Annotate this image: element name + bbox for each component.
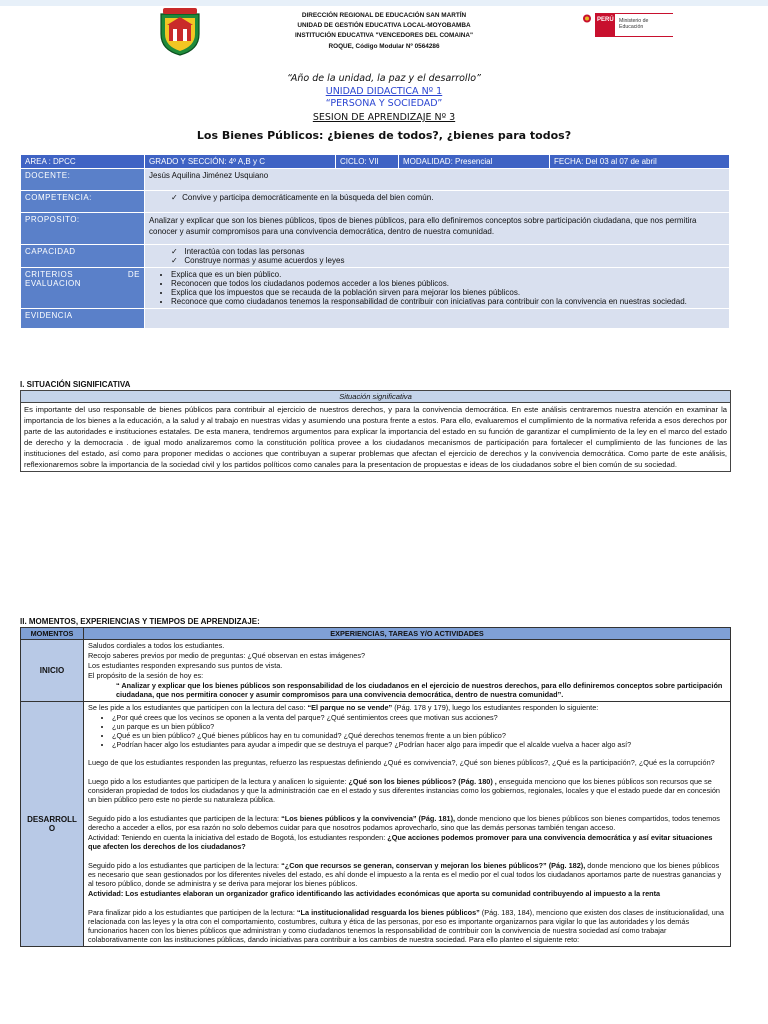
situacion-section-title: I. SITUACIÓN SIGNIFICATIVA: [20, 380, 131, 389]
momentos-table: [20, 627, 731, 947]
competencia-value: [145, 191, 730, 213]
check-icon: ✓: [171, 193, 178, 202]
proposito-label: PROPOSITO:: [21, 213, 145, 245]
desarrollo-p6: Para finalizar pido a los estudiantes que participen de la lectura: “La institucionalidad resguarda los bienes públicos” (Pág. 183, 184), menciono que existen dos clases de institucionalidad, una relacionada con las leyes y la otra con el comportamiento, costumbres, cultura y ética de las personas, por eso es importante organizarnos para vigilar lo que las autoridades y los demás funcionarios hacen con los bienes públicos que administran y como ciudadanos tenemos la responsabilidad de contribuir con la convivencia de nuestra sociedad así como trabajar colaborativamente con las instituciones públicas, dando iniciativas para contribuir a los cambios de nuestra sociedad. Para ello planteo el siguiente reto:: [88, 908, 724, 944]
unit-name: “PERSONA Y SOCIEDAD”: [325, 98, 443, 109]
evidencia-label: EVIDENCIA: [21, 309, 145, 329]
criterio-item: • Reconoce que como ciudadanos tenemos la responsabilidad de contribuir con iniciativas para contribuir con la convivencia en nuestras sociedad.: [171, 297, 725, 306]
momentos-col-header: MOMENTOS: [21, 628, 84, 640]
session-info-table: [20, 154, 730, 329]
area-cell: AREA : DPCC: [21, 155, 145, 169]
ministry-label: Ministerio de Educación: [619, 18, 649, 30]
capacidad-label: CAPACIDAD: [21, 245, 145, 268]
docente-value: Jesús Aquilina Jiménez Usquiano: [145, 169, 730, 191]
capacidad-item: ✓ Interactúa con todas las personas: [171, 247, 305, 256]
modalidad-cell: MODALIDAD: Presencial: [399, 155, 550, 169]
desarrollo-p2: Luego de que los estudiantes responden las preguntas, refuerzo las respuestas definiendo ¿Qué es convivencia?, ¿Qué son bienes públicos?, ¿Qué es la participación?, ¿Qué es la corrupción?: [88, 758, 715, 767]
inicio-content: Saludos cordiales a todos los estudiantes. Recojo saberes previos por medio de preguntas: ¿Qué observan en estas imágenes? Los estudiantes responden expresando sus puntos de vista. El propósito de la sesión de hoy es: “ Analizar y explicar que los bienes públicos son responsabilidad de los ciudadanos en el ejercicio de nuestros derechos, para ello definiremos conceptos sobre participación ciudadana, que nos permitira conocer y asumir compromisos para una convivencia democrática, dentro de nuestra comunidad”.: [84, 640, 731, 702]
situacion-table: [20, 390, 731, 472]
criterio-item: • Explica que los impuestos que se recauda de la población sirven para mejorar los bienes públicos.: [171, 288, 725, 297]
desarrollo-p1: Se les pide a los estudiantes que participen con la lectura del caso: “El parque no se vende” (Pág. 178 y 179), luego los estudiantes responden lo siguiente:: [88, 703, 599, 712]
experiencias-col-header: EXPERIENCIAS, TAREAS Y/O ACTIVIDADES: [84, 628, 731, 640]
header-line-3: INSTITUCIÓN EDUCATIVA "VENCEDORES DEL COMAINA": [294, 32, 474, 39]
situacion-text: Es importante del uso responsable de bienes públicos para contribuir al ejercicio de nuestros derechos, y para la convivencia democrática. En este análisis centraremos nuestra atención en examinar la importancia de los bienes a la educación, a la salud y al trabajo en nuestras vidas y asumiendo una postura frente a estos. Para ello, evaluaremos el cumplimiento de la normativa referida a esos derechos por parte de las autoridades e instituciones estatales. De esta manera, tendremos argumentos para explicar la importancia del estado en su función de garantizar el cumplimiento de la ley en el marco del estado de derecho y la democracia . de igual modo analizaremos como la constitución política provee a los ciudadanos mecanismos de participación para fortalecer el cumplimiento de las funciones de las instituciones del estado, así como para proponer medidas o acciones que contribuyan a superar problemas que afectan el ejercicio de derechos y la convivencia democrática. Como parte de este análisis, reflexionaremos sobre la importancia de la sociedad civil y los partidos políticos como canales para la presentacion de propuestas e ideas de los ciudadanos sobre el bien común de su sociedad.: [21, 403, 731, 472]
peru-label: PERÚ: [597, 17, 614, 23]
session-title: Los Bienes Públicos: ¿bienes de todos?, ¿bienes para todos?: [196, 129, 572, 142]
header-line-4: ROQUE, Código Modular Nº 0564286: [328, 43, 440, 50]
year-motto: “Año de la unidad, la paz y el desarrollo”: [287, 73, 481, 84]
inicio-label: INICIO: [21, 640, 84, 702]
criterios-label: CRITERIOS DE EVALUACION: [21, 268, 145, 309]
coat-of-arms-icon: [581, 13, 593, 24]
competencia-text: Convive y participa democráticamente en la búsqueda del bien común.: [182, 193, 434, 202]
desarrollo-content: Se les pide a los estudiantes que participen con la lectura del caso: “El parque no se vende” (Pág. 178 y 179), luego los estudiantes responden lo siguiente: • ¿Por qué crees que los vecinos se oponen a la venta del parque? ¿Qué sentimientos crees que motivan sus acciones? • ¿un parque es un bien público? • ¿Qué es un bien público? ¿Qué bienes públicos hay en tu comunidad? ¿Qué derechos tenemos frente a un bien público? • ¿Podrían hacer algo los estudiantes para ayudar a impedir que se destruya el parque? ¿Podrían hacer algo para impedir que el alcalde vuelva a hacer algo así? Luego de que los estudiantes responden las preguntas, refuerzo las respuestas definiendo ¿Qué es convivencia?, ¿Qué son bienes públicos?, ¿Qué es la participación?, ¿Qué es la corrupción? Luego pido a los estudiantes que participen de la lectura y analicen lo siguiente: ¿Qué son los bienes públicos? (Pág. 180) , enseguida menciono que los bienes públicos son recursos que se consideran propiedad de todos los ciudadanos y que la administración cae en el estado y sus diferentes instancias como los gobiernos, regionales, locales y que el estado puede dar en concesión un bien público pero este no pierde su naturaleza pública. Seguido pido a los estudiantes que participen de la lectura: “Los bienes públicos y la convivencia” (Pág. 181), donde menciono que los bienes públicos son bienes compartidos, todos tenemos derecho a acceder a ellos, por esa razón no solo debemos cuidar para que nosotros podamos aprovecharlo, sino que las demás personas también tengan acceso. Actividad: Teniendo en cuenta la iniciativa del estado de Bogotá, los estudiantes responden: ¿Que acciones podemos promover para una convivencia democrática y así evitar situaciones que afecten los derechos de los ciudadanos? Seguido pido a los estudiantes que participen de la lectura: “¿Con que recursos se generan, conservan y mejoran los bienes públicos?” (Pág. 182), donde menciono que los bienes públicos es necesario que sean gestionados por los diferentes niveles del estado, es ahí donde el impuesto a la renta es el medio por el cual todos los ciudadanos aportamos parte de nuestras ganancias y al tesoro público, donde se administra y se deriva para mejorar los bienes públicos. Actividad: Los estudiantes elaboran un organizador grafico identificando las actividades económicas que aporta su comunidad contribuyendo al impuesto a la renta Para finalizar pido a los estudiantes que participen de la lectura: “La institucionalidad resguarda los bienes públicos” (Pág. 183, 184), menciono que existen dos clases de institucionalidad, una relacionada con las leyes y la otra con el comportamiento, costumbres, cultura y ética de las personas, por eso es importante organizarnos para vigilar lo que las autoridades y los demás funcionarios hacen con los bienes públicos que administran y como ciudadanos tenemos la responsabilidad de contribuir con la convivencia de nuestra sociedad así como trabajar colaborativamente con las instituciones públicas, dando iniciativas para contribuir a los cambios de nuestra sociedad. Para ello planteo el siguiente reto:: [84, 702, 731, 947]
criterio-item: • Reconocen que todos los ciudadanos podemos acceder a los bienes públicos.: [171, 279, 725, 288]
evidencia-value: [145, 309, 730, 329]
desarrollo-p4: Seguido pido a los estudiantes que participen de la lectura: “Los bienes públicos y la convivencia” (Pág. 181), donde menciono que los bienes públicos son bienes compartidos, todos tenemos derecho a acceder a ellos, por esa razón no solo debemos cuidar para que nosotros podamos aprovecharlo, sino que las demás personas también tengan acceso.: [88, 814, 720, 832]
situacion-header: Situación significativa: [21, 391, 731, 403]
desarrollo-p5-activity: Actividad: Los estudiantes elaboran un organizador grafico identificando las actividades económicas que aporta su comunidad contribuyendo al impuesto a la renta: [88, 889, 661, 898]
desarrollo-p5: Seguido pido a los estudiantes que participen de la lectura: “¿Con que recursos se generan, conservan y mejoran los bienes públicos?” (Pág. 182), donde menciono que los bienes públicos es necesario que sean gestionados por los diferentes niveles del estado, es ahí donde el impuesto a la renta es el medio por el cual todos los ciudadanos aportamos parte de nuestras ganancias y al tesoro público, donde se administra y se deriva para mejorar los bienes públicos.: [88, 861, 722, 888]
desarrollo-p4-activity: Actividad: Teniendo en cuenta la iniciativa del estado de Bogotá, los estudiantes responden: ¿Que acciones podemos promover para una convivencia democrática y así evitar situaciones que afecten los derechos de los ciudadanos?: [88, 833, 713, 851]
criterios-value: [145, 268, 730, 309]
docente-label: DOCENTE:: [21, 169, 145, 191]
inicio-proposito: “ Analizar y explicar que los bienes públicos son responsabilidad de los ciudadanos en el ejercicio de nuestros derechos, para ello definiremos conceptos sobre participación ciudadana, que nos permitira conocer y asumir compromisos para una convivencia democrática, dentro de nuestra comunidad”.: [116, 681, 723, 699]
criterio-item: • Explica que es un bien público.: [171, 270, 725, 279]
header-line-2: UNIDAD DE GESTIÓN EDUCATIVA LOCAL-MOYOBAMBA: [297, 22, 471, 29]
unit-title: UNIDAD DIDACTICA Nº 1: [325, 86, 443, 97]
momentos-section-title: II. MOMENTOS, EXPERIENCIAS Y TIEMPOS DE APRENDIZAJE:: [20, 617, 260, 626]
competencia-label: COMPETENCIA:: [21, 191, 145, 213]
session-number: SESION DE APRENDIZAJE Nº 3: [312, 112, 456, 123]
capacidad-item: ✓ Construye normas y asume acuerdos y leyes: [171, 256, 345, 265]
top-decorative-band: [0, 0, 768, 6]
capacidad-value: [145, 245, 730, 268]
fecha-cell: FECHA: Del 03 al 07 de abril: [550, 155, 730, 169]
header-line-1: DIRECCIÓN REGIONAL DE EDUCACIÓN SAN MARTÍN: [301, 12, 467, 19]
ciclo-cell: CICLO: VII: [336, 155, 399, 169]
proposito-value: Analizar y explicar que son los bienes públicos, tipos de bienes públicos, para ello definiremos conceptos sobre participación ciudadana, que nos permitira conocer y asumir compromisos para una convivencia democrática, dentro de nuestra comunidad.: [145, 213, 730, 245]
grado-cell: GRADO Y SECCIÓN: 4º A,B y C: [145, 155, 336, 169]
desarrollo-label: DESARROLL O: [21, 702, 84, 947]
desarrollo-p3: Luego pido a los estudiantes que participen de la lectura y analicen lo siguiente: ¿Qué son los bienes públicos? (Pág. 180) , enseguida menciono que los bienes públicos son recursos que se consideran propiedad de todos los ciudadanos y que la administración cae en el estado y sus diferentes instancias como los gobiernos, regionales, locales y que el estado puede dar en concesión un bien público pero este no pierde su naturaleza pública.: [88, 777, 720, 804]
